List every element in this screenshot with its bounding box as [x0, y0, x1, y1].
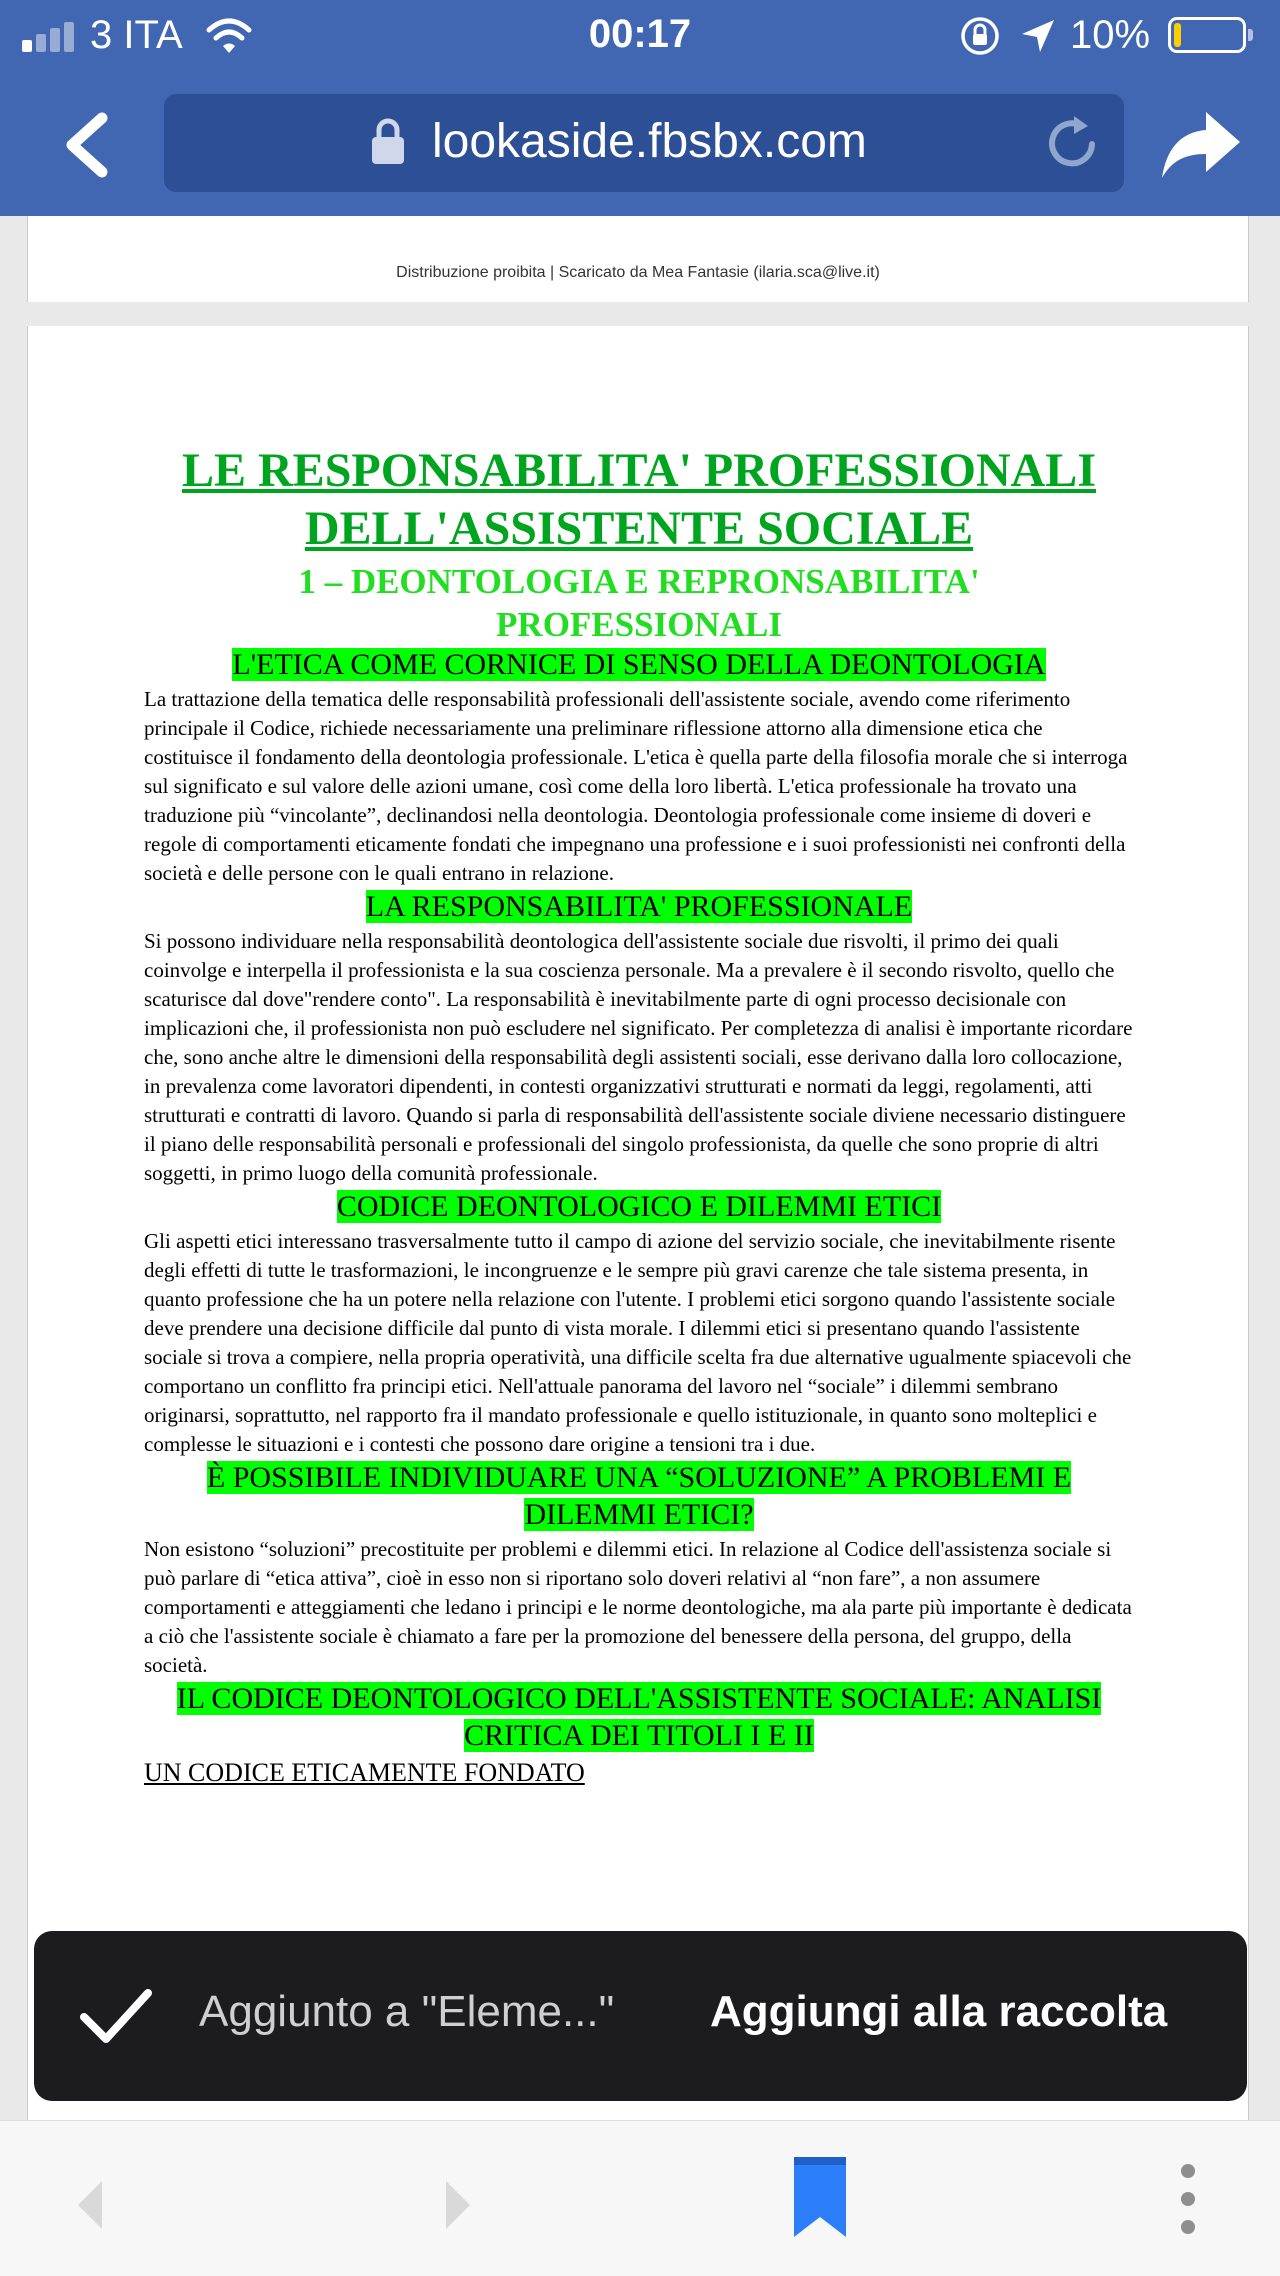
section-heading-text: L'ETICA COME CORNICE DI SENSO DELLA DEONTOLOGIA [232, 648, 1046, 681]
battery-fill [1174, 23, 1181, 47]
section-heading-text: CODICE DEONTOLOGICO E DILEMMI ETICI [336, 1190, 942, 1223]
browser-header [0, 0, 1280, 216]
back-button[interactable] [50, 100, 130, 190]
document-viewer[interactable] [0, 216, 1280, 2120]
reload-icon[interactable] [1040, 112, 1104, 176]
url-text: lookaside.fbsbx.com [432, 115, 867, 168]
carrier-label: 3 ITA [90, 13, 183, 57]
doc-subtitle-line2: PROFESSIONALI [496, 605, 782, 644]
section-heading-text: IL CODICE DEONTOLOGICO DELL'ASSISTENTE SOCIALE: ANALISI CRITICA DEI TITOLI I E II [176, 1682, 1102, 1752]
section-heading [144, 1459, 1134, 1533]
bottom-toolbar [0, 2120, 1280, 2276]
rotation-lock-icon [958, 14, 1002, 58]
check-icon [78, 1981, 154, 2051]
section-paragraph: Gli aspetti etici interessano trasversalmente tutto il campo di azione del servizio sociale, che inevitabilmente risente degli effetti di tutte le trasformazioni, le incongruenze e le sempre più gravi carenze che tale sistema presenta, in quanto professione che ha un potere nella relazione con l'utente. I problemi etici sorgono quando l'assistente sociale deve prendere una decisione difficile dal punto di vista morale. I dilemmi etici si presentano quando l'assistente sociale si trova a compiere, nella propria operatività, una difficile scelta fra due alternative ugualmente spiacevoli che comportano un conflitto fra principi etici. Nell'attuale panorama del lavoro nel “sociale” i dilemmi sembrano originarsi, soprattutto, nel rapporto fra il mandato professionale e quello istituzionale, in quanto sono molteplici e complesse le situazioni e i contesti che possono dare origine a tensioni tra i due. [144, 1229, 1132, 1456]
section-paragraph: Si possono individuare nella responsabilità deontologica dell'assistente sociale due risvolti, il primo dei quali coinvolge e interpella il professionista e la sua coscienza personale. Ma a prevalere è il secondo risvolto, quello che scaturisce dal dove"rendere conto". La responsabilità è inevitabilmente parte di ogni processo decisionale con implicazioni che, il professionista non può escludere nel significato. Per completezza di analisi è importante ricordare che, sono anche altre le dimensioni della responsabilità degli assistenti sociali, esse derivano dalla loro collocazione, in prevalenza come lavoratori dipendenti, in contesti organizzativi strutturati e normati da leggi, regolamenti, atti strutturati e contratti di lavoro. Quando si parla di responsabilità dell'assistente sociale diviene necessario distinguere il piano delle responsabilità personali e professionali del singolo professionista, da quelle che sono proprie di altri soggetti, in primo luogo della comunità professionale. [144, 929, 1133, 1185]
address-bar[interactable] [164, 94, 1124, 192]
next-page-button[interactable] [438, 2177, 478, 2233]
section-heading [144, 1680, 1134, 1754]
section-heading [144, 1188, 1134, 1225]
pdf-page-2 [27, 326, 1249, 2120]
document-body [144, 442, 1134, 1790]
bookmark-icon[interactable] [792, 2155, 848, 2239]
doc-title-line1: LE RESPONSABILITA' PROFESSIONALI [181, 444, 1096, 497]
added-to-collection-toast [34, 1931, 1247, 2101]
section-heading [144, 646, 1134, 683]
previous-page-button[interactable] [70, 2177, 110, 2233]
toast-message: Aggiunto a "Eleme..." [199, 1987, 615, 2036]
status-bar [0, 0, 1280, 70]
status-time: 00:17 [588, 12, 692, 56]
page-footer: Distribuzione proibita | Scaricato da Mea Fantasie (ilaria.sca@live.it) [396, 264, 880, 281]
section-heading-text: È POSSIBILE INDIVIDUARE UNA “SOLUZIONE” A PROBLEMI E DILEMMI ETICI? [206, 1461, 1072, 1531]
location-arrow-icon [1016, 14, 1060, 58]
doc-title-line2: DELL'ASSISTENTE SOCIALE [304, 502, 974, 555]
section-subheading: UN CODICE ETICAMENTE FONDATO [144, 1758, 585, 1787]
section-heading [144, 888, 1134, 925]
share-icon[interactable] [1158, 100, 1244, 186]
lock-icon [370, 116, 406, 166]
more-vertical-icon[interactable] [1170, 2161, 1206, 2237]
section-paragraph: Non esistono “soluzioni” precostituite per problemi e dilemmi etici. In relazione al Codice dell'assistenza sociale si può parlare di “etica attiva”, cioè in esso non si riportano solo doveri relativi al “non fare”, a non assumere comportamenti e atteggiamenti che ledano i principi e le norme deontologiche, ma ala parte più importante è dedicata a ciò che l'assistente sociale è chiamato a fare per la promozione del benessere della persona, del gruppo, della società. [144, 1537, 1132, 1677]
battery-icon [1168, 17, 1246, 53]
doc-subtitle-line1: 1 – DEONTOLOGIA E REPRONSABILITA' [298, 562, 980, 601]
add-to-collection-button[interactable]: Aggiungi alla raccolta [710, 1987, 1168, 2036]
section-heading-text: LA RESPONSABILITA' PROFESSIONALE [365, 890, 913, 923]
pdf-page-1 [27, 216, 1249, 302]
battery-percent: 10% [1070, 13, 1151, 57]
section-paragraph: La trattazione della tematica delle responsabilità professionali dell'assistente sociale, avendo come riferimento principale il Codice, richiede necessariamente una preliminare riflessione attorno alla dimensione etica che costituisce il fondamento della deontologia professionale. L'etica è quella parte della filosofia morale che si interroga sul significato e sul valore delle azioni umane, così come della loro libertà. L'etica professionale ha trovato una traduzione più “vincolante”, declinandosi nella deontologia. Deontologia professionale come insieme di doveri e regole di comportamenti eticamente fondati che impegnano una professione e i suoi professionisti nei confronti della società e delle persone con le quali entrano in relazione. [144, 687, 1128, 885]
